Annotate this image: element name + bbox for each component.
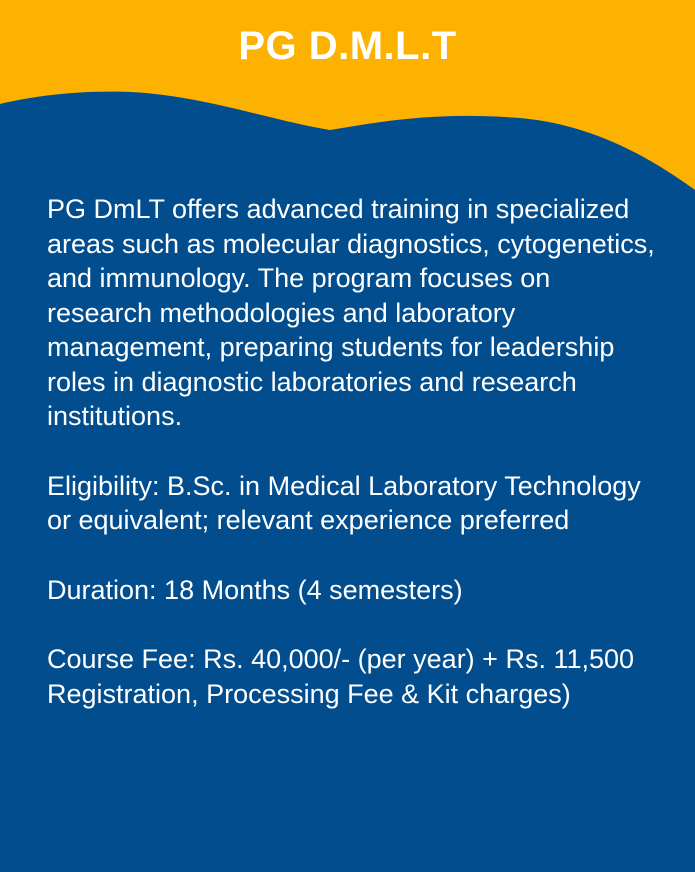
page-title: PG D.M.L.T (238, 24, 457, 68)
course-description: PG DmLT offers advanced training in specialized areas such as molecular diagnostics, cytogenetics, and immunology. The program focuses on research methodologies and laboratory management, preparing students for leadership roles in diagnostic laboratories and research institutions. (47, 194, 655, 431)
eligibility-text: Eligibility: B.Sc. in Medical Laboratory Technology or equivalent; relevant experience preferred (47, 470, 641, 535)
duration-text: Duration: 18 Months (4 semesters) (47, 574, 463, 605)
course-fee-text: Course Fee: Rs. 40,000/- (per year) + Rs. 11,500 Registration, Processing Fee & Kit charges) (47, 644, 635, 709)
course-details (47, 192, 657, 746)
